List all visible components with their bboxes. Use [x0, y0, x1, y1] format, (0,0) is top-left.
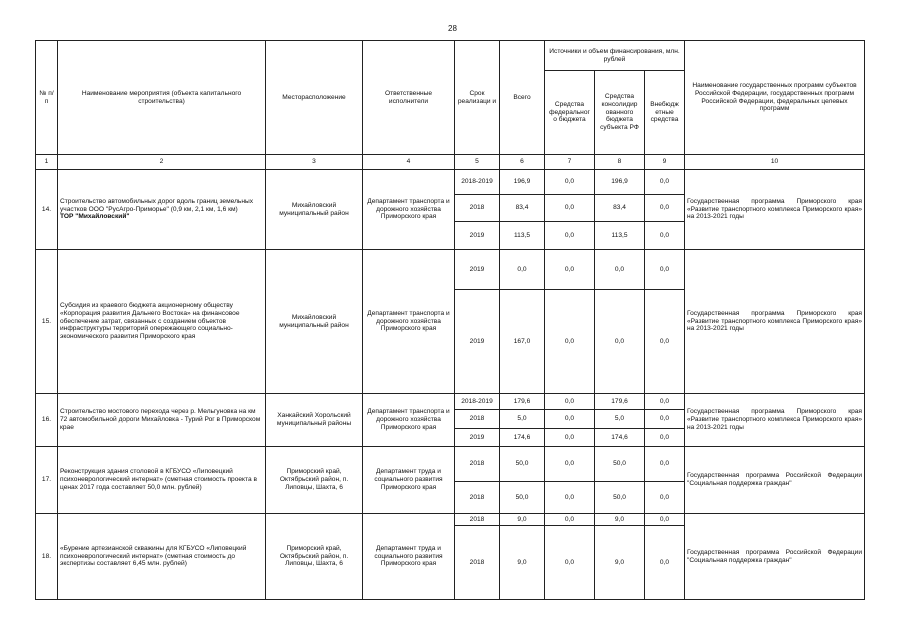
- executor: Департамент транспорта и дорожного хозяйства Приморского края: [363, 250, 455, 394]
- measure-name: [58, 447, 266, 514]
- federal-budget: 0,0: [545, 222, 595, 250]
- extrabudget: 0,0: [645, 514, 685, 526]
- period: 2019: [455, 429, 500, 447]
- table-row: [36, 447, 865, 482]
- location: Приморский край, Октябрьский район, п. Липовцы, Шахта, 6: [266, 447, 363, 514]
- column-number: 2: [58, 155, 266, 170]
- column-number: 6: [500, 155, 545, 170]
- federal-budget: 0,0: [545, 195, 595, 222]
- column-number: 1: [36, 155, 58, 170]
- federal-budget: 0,0: [545, 250, 595, 290]
- total: 5,0: [500, 410, 545, 429]
- row-number: 16.: [36, 394, 58, 447]
- program-name: Государственная программа Российской Федерации "Социальная поддержка граждан": [685, 514, 865, 600]
- location: Михайловский муниципальный район: [266, 250, 363, 394]
- header-total: Всего: [500, 41, 545, 155]
- regional-budget: 196,9: [595, 170, 645, 195]
- period: 2018: [455, 514, 500, 526]
- total: 9,0: [500, 526, 545, 600]
- header-federal: Средства федеральног о бюджета: [545, 71, 595, 155]
- measure-name-text: Субсидия из краевого бюджета акционерному обществу «Корпорация развития Дальнего Востока» на финансовое обеспечение затрат, связанных с созданием объектов инфраструктуры территорий опережающего социально-экономического развития Приморского края: [60, 301, 240, 341]
- location: Ханкайский Хорольский муниципальный районы: [266, 394, 363, 447]
- table-row: [36, 170, 865, 195]
- header-location: Месторасположение: [266, 41, 363, 155]
- federal-budget: 0,0: [545, 290, 595, 394]
- column-number: 8: [595, 155, 645, 170]
- extrabudget: 0,0: [645, 394, 685, 410]
- program-name: Государственная программа Приморского края «Развитие транспортного комплекса Приморского края» на 2013-2021 годы: [685, 250, 865, 394]
- executor: Департамент транспорта и дорожного хозяйства Приморского края: [363, 394, 455, 447]
- measure-name-text: Реконструкция здания столовой в КГБУСО «Липовецкий психоневрологический интернат» (сметная стоимость проекта в ценах 2017 года составляет 50,0 млн. рублей): [60, 468, 257, 491]
- column-number: 4: [363, 155, 455, 170]
- extrabudget: 0,0: [645, 290, 685, 394]
- period: 2018: [455, 482, 500, 514]
- regional-budget: 179,6: [595, 394, 645, 410]
- total: 50,0: [500, 447, 545, 482]
- location: Приморский край, Октябрьский район, п. Липовцы, Шахта, 6: [266, 514, 363, 600]
- federal-budget: 0,0: [545, 526, 595, 600]
- row-number: 17.: [36, 447, 58, 514]
- extrabudget: 0,0: [645, 250, 685, 290]
- header-executor: Ответственные исполнители: [363, 41, 455, 155]
- extrabudget: 0,0: [645, 195, 685, 222]
- header-extrabudget: Внебюдж етные средства: [645, 71, 685, 155]
- period: 2019: [455, 222, 500, 250]
- header-program: Наименование государственных программ субъектов Российской Федерации, государственных программ Российской Федерации, федеральных целевых программ: [685, 41, 865, 155]
- period: 2018: [455, 410, 500, 429]
- row-number: 15.: [36, 250, 58, 394]
- measure-name-text: «Бурение артезианской скважины для КГБУСО «Липовецкий психоневрологический интернат» (сметная стоимость до экспертизы составляет 6,45 млн. рублей): [60, 544, 247, 568]
- table-row: [36, 250, 865, 290]
- measure-name-text: Строительство мостового перехода через р. Мельгуновка на км 72 автомобильной дороги Михайловка - Турий Рог в Приморском крае: [60, 408, 261, 431]
- federal-budget: 0,0: [545, 170, 595, 195]
- measure-name: [58, 250, 266, 394]
- total: 113,5: [500, 222, 545, 250]
- header-regional: Средства консолидир ованного бюджета субъекта РФ: [595, 71, 645, 155]
- regional-budget: 9,0: [595, 526, 645, 600]
- regional-budget: 9,0: [595, 514, 645, 526]
- program-name: Государственная программа Приморского края «Развитие транспортного комплекса Приморского края» на 2013-2021 годы: [685, 170, 865, 250]
- financing-table: [35, 40, 865, 600]
- extrabudget: 0,0: [645, 526, 685, 600]
- header-num: № п/п: [36, 41, 58, 155]
- period: 2018: [455, 526, 500, 600]
- regional-budget: 5,0: [595, 410, 645, 429]
- page-number: 28: [448, 24, 457, 33]
- header-sources: Источники и объем финансирования, млн. рублей: [545, 41, 685, 71]
- total: 174,6: [500, 429, 545, 447]
- federal-budget: 0,0: [545, 394, 595, 410]
- regional-budget: 113,5: [595, 222, 645, 250]
- regional-budget: 174,6: [595, 429, 645, 447]
- extrabudget: 0,0: [645, 410, 685, 429]
- period: 2018-2019: [455, 170, 500, 195]
- measure-name: [58, 170, 266, 250]
- regional-budget: 0,0: [595, 290, 645, 394]
- period: 2019: [455, 290, 500, 394]
- extrabudget: 0,0: [645, 429, 685, 447]
- measure-name-bold: ТОР "Михайловский": [60, 213, 130, 221]
- column-number: 9: [645, 155, 685, 170]
- period: 2018-2019: [455, 394, 500, 410]
- regional-budget: 83,4: [595, 195, 645, 222]
- total: 9,0: [500, 514, 545, 526]
- total: 83,4: [500, 195, 545, 222]
- extrabudget: 0,0: [645, 170, 685, 195]
- row-number: 14.: [36, 170, 58, 250]
- program-name: Государственная программа Российской Федерации "Социальная поддержка граждан": [685, 447, 865, 514]
- federal-budget: 0,0: [545, 429, 595, 447]
- period: 2018: [455, 195, 500, 222]
- federal-budget: 0,0: [545, 514, 595, 526]
- total: 0,0: [500, 250, 545, 290]
- row-number: 18.: [36, 514, 58, 600]
- extrabudget: 0,0: [645, 482, 685, 514]
- executor: Департамент труда и социального развития Приморского края: [363, 447, 455, 514]
- regional-budget: 50,0: [595, 482, 645, 514]
- column-number: 3: [266, 155, 363, 170]
- header-period: Срок реализаци и: [455, 41, 500, 155]
- column-number: 5: [455, 155, 500, 170]
- period: 2019: [455, 250, 500, 290]
- column-number: 7: [545, 155, 595, 170]
- program-name: Государственная программа Приморского края «Развитие транспортного комплекса Приморского края» на 2013-2021 годы: [685, 394, 865, 447]
- measure-name: [58, 514, 266, 600]
- column-numbers-row: [36, 155, 865, 170]
- total: 196,9: [500, 170, 545, 195]
- regional-budget: 0,0: [595, 250, 645, 290]
- federal-budget: 0,0: [545, 410, 595, 429]
- table-row: [36, 394, 865, 410]
- table-row: [36, 514, 865, 526]
- total: 50,0: [500, 482, 545, 514]
- header-name: Наименование мероприятия (объекта капитального строительства): [58, 41, 266, 155]
- regional-budget: 50,0: [595, 447, 645, 482]
- federal-budget: 0,0: [545, 482, 595, 514]
- executor: Департамент труда и социального развития Приморского края: [363, 514, 455, 600]
- column-number: 10: [685, 155, 865, 170]
- total: 179,6: [500, 394, 545, 410]
- period: 2018: [455, 447, 500, 482]
- total: 167,0: [500, 290, 545, 394]
- location: Михайловский муниципальный район: [266, 170, 363, 250]
- measure-name: [58, 394, 266, 447]
- executor: Департамент транспорта и дорожного хозяйства Приморского края: [363, 170, 455, 250]
- extrabudget: 0,0: [645, 222, 685, 250]
- federal-budget: 0,0: [545, 447, 595, 482]
- extrabudget: 0,0: [645, 447, 685, 482]
- measure-name-text: Строительство автомобильных дорог вдоль границ земельных участков ООО "РусАгро-Приморье" (0,9 км, 2,1 км, 1,6 км): [60, 197, 254, 213]
